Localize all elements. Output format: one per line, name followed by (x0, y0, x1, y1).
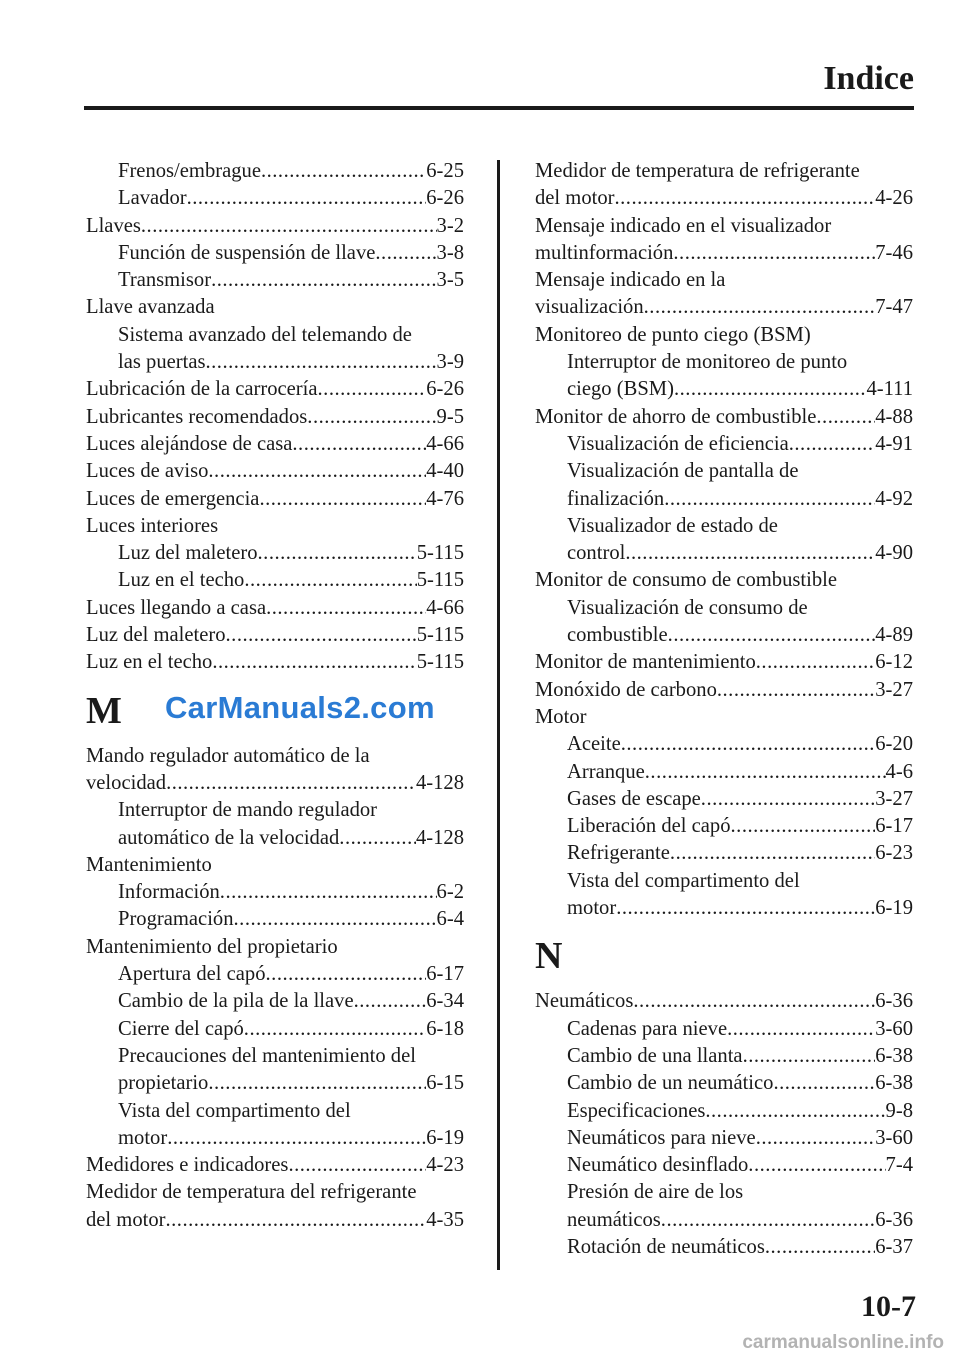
dot-leader (266, 595, 426, 622)
entry-text: Apertura del capó (118, 963, 266, 986)
index-entry (86, 934, 464, 961)
entry-text: Luz del maletero (118, 542, 258, 565)
entry-text: Monóxido de carbono (535, 678, 717, 701)
entry-text: Mensaje indicado en la (535, 269, 726, 292)
index-entry[interactable] (535, 185, 913, 212)
entry-page-ref[interactable]: 6-18 (426, 1017, 464, 1040)
dot-leader (756, 649, 875, 676)
dot-leader (208, 1070, 426, 1097)
entry-text: Frenos/embrague (118, 160, 261, 182)
entry-text: Vista del compartimento del (118, 1099, 351, 1122)
entry-text: Medidores e indicadores (86, 1154, 289, 1177)
index-subentry[interactable] (535, 731, 913, 758)
index-subentry[interactable] (535, 1125, 913, 1152)
entry-page-ref[interactable]: 6-17 (426, 963, 464, 986)
entry-text: las puertas (118, 351, 206, 374)
dot-leader (731, 813, 876, 840)
index-entry[interactable] (86, 376, 464, 403)
entry-text: automático de la velocidad (118, 826, 340, 849)
index-subentry[interactable] (535, 1070, 913, 1097)
entry-page-ref[interactable]: 6-36 (875, 1208, 913, 1231)
index-entry (86, 743, 464, 770)
index-subentry[interactable] (535, 786, 913, 813)
dot-leader (141, 213, 437, 240)
entry-page-ref[interactable]: 6-12 (875, 651, 913, 674)
index-entry (535, 322, 913, 349)
index-subentry[interactable] (86, 158, 464, 185)
entry-text: Visualización de consumo de (567, 596, 808, 619)
entry-text: Lubricantes recomendados (86, 405, 308, 428)
dot-leader (674, 376, 867, 403)
dot-leader (212, 649, 416, 676)
entry-page-ref[interactable]: 5-115 (416, 624, 464, 647)
entry-text: Medidor de temperatura del refrigerante (86, 1181, 417, 1204)
entry-text: Precauciones del mantenimiento del (118, 1044, 416, 1067)
entry-page-ref[interactable]: 3-27 (875, 678, 913, 701)
entry-text: Cambio de la pila de la llave (118, 990, 354, 1013)
dot-leader (166, 1207, 427, 1234)
dot-leader (261, 158, 426, 185)
entry-text: Luces llegando a casa (86, 596, 267, 619)
index-subentry[interactable] (86, 185, 464, 212)
dot-leader (167, 1125, 426, 1152)
dot-leader (244, 567, 416, 594)
index-subentry[interactable] (535, 1098, 913, 1125)
entry-page-ref[interactable]: 5-115 (416, 651, 464, 674)
index-entry (535, 158, 913, 185)
entry-text: Mantenimiento del propietario (86, 935, 338, 958)
entry-page-ref[interactable]: 6-37 (875, 1235, 913, 1258)
index-subentry[interactable] (86, 879, 464, 906)
index-entry[interactable] (535, 649, 913, 676)
entry-page-ref[interactable]: 9-8 (885, 1099, 913, 1122)
entry-page-ref[interactable]: 6-38 (875, 1044, 913, 1067)
index-subentry[interactable] (535, 622, 913, 649)
entry-text: Visualización de eficiencia (567, 432, 789, 455)
index-subentry[interactable] (535, 813, 913, 840)
entry-text: Programación (118, 908, 234, 931)
entry-page-ref[interactable]: 6-19 (426, 1126, 464, 1149)
entry-text: Refrigerante (567, 842, 670, 865)
dot-leader (765, 1234, 875, 1261)
index-subentry[interactable] (535, 540, 913, 567)
entry-text: Monitor de ahorro de combustible (535, 405, 817, 428)
dot-leader (288, 1152, 426, 1179)
site-watermark: carmanualsonline.info (742, 1332, 944, 1353)
index-subentry[interactable] (86, 988, 464, 1015)
dot-leader (664, 486, 875, 513)
index-subentry[interactable] (86, 240, 464, 267)
index-entry[interactable] (86, 649, 464, 676)
index-entry[interactable] (86, 431, 464, 458)
index-entry[interactable] (535, 677, 913, 704)
index-subentry (86, 797, 464, 824)
entry-text: Luces de emergencia (86, 487, 260, 510)
index-subentry (535, 868, 913, 895)
entry-text: Luz del maletero (86, 624, 226, 647)
index-subentry (535, 458, 913, 485)
dot-leader (258, 540, 417, 567)
entry-text: Luz en el techo (118, 569, 245, 592)
header-rule (84, 106, 914, 110)
dot-leader (701, 786, 875, 813)
dot-leader (208, 458, 426, 485)
entry-text: control (567, 542, 626, 565)
dot-leader (616, 895, 875, 922)
entry-page-ref[interactable]: 3-9 (436, 351, 464, 374)
watermark-logo[interactable]: CarManuals2.com (165, 690, 435, 725)
entry-text: finalización (567, 487, 665, 510)
index-subentry[interactable] (535, 1152, 913, 1179)
entry-text: Mensaje indicado en el visualizador (535, 214, 832, 237)
entry-page-ref[interactable]: 7-4 (885, 1154, 913, 1177)
entry-page-ref[interactable]: 4-90 (875, 542, 913, 565)
dot-leader (615, 185, 876, 212)
entry-page-ref[interactable]: 4-66 (426, 596, 464, 619)
entry-text: Función de suspensión de llave (118, 241, 376, 264)
entry-text: Arranque (567, 760, 645, 783)
dot-leader (717, 677, 875, 704)
index-subentry[interactable] (86, 1125, 464, 1152)
dot-leader (673, 240, 875, 267)
index-subentry[interactable] (86, 349, 464, 376)
dot-leader (375, 240, 436, 267)
entry-text: neumáticos (567, 1208, 661, 1231)
entry-page-ref[interactable]: 6-15 (426, 1072, 464, 1095)
entry-text: ciego (BSM) (567, 378, 674, 401)
entry-page-ref[interactable]: 6-4 (436, 908, 464, 931)
index-subentry[interactable] (535, 895, 913, 922)
entry-page-ref[interactable]: 4-128 (415, 826, 464, 849)
dot-leader (773, 1070, 875, 1097)
dot-leader (226, 622, 417, 649)
index-entry (86, 294, 464, 321)
entry-text: Motor (535, 705, 587, 728)
entry-page-ref[interactable]: 6-25 (426, 160, 464, 182)
entry-page-ref[interactable]: 4-89 (875, 624, 913, 647)
column-divider (497, 160, 500, 1270)
index-letter-heading: N (535, 935, 563, 978)
index-subentry[interactable] (535, 1043, 913, 1070)
entry-text: Especificaciones (567, 1099, 706, 1122)
dot-leader (211, 267, 436, 294)
entry-text: Mando regulador automático de la (86, 744, 370, 767)
index-entry (535, 567, 913, 594)
index-entry[interactable] (535, 404, 913, 431)
entry-text: Interruptor de monitoreo de punto (567, 351, 848, 374)
entry-page-ref[interactable]: 5-115 (416, 569, 464, 592)
index-subentry[interactable] (535, 376, 913, 403)
entry-page-ref[interactable]: 6-23 (875, 842, 913, 865)
index-entry[interactable] (86, 1207, 464, 1234)
entry-text: propietario (118, 1072, 209, 1095)
index-entry[interactable] (535, 240, 913, 267)
entry-text: Interruptor de mando regulador (118, 799, 378, 822)
index-entry (86, 852, 464, 879)
index-entry (86, 513, 464, 540)
entry-page-ref[interactable]: 7-47 (875, 296, 913, 319)
index-entry (535, 704, 913, 731)
entry-text: Cambio de un neumático (567, 1072, 774, 1095)
entry-text: Medidor de temperatura de refrigerante (535, 160, 860, 182)
entry-text: Cierre del capó (118, 1017, 244, 1040)
entry-page-ref[interactable]: 9-5 (436, 405, 464, 428)
entry-text: Monitoreo de punto ciego (BSM) (535, 323, 811, 346)
index-subentry (535, 349, 913, 376)
entry-text: Lavador (118, 187, 187, 210)
entry-page-ref[interactable]: 3-2 (436, 214, 464, 237)
entry-page-ref[interactable]: 6-34 (426, 990, 464, 1013)
entry-page-ref[interactable]: 4-23 (426, 1154, 464, 1177)
dot-leader (292, 431, 426, 458)
entry-text: Luces interiores (86, 514, 219, 537)
dot-leader (166, 770, 416, 797)
entry-text: motor (118, 1126, 168, 1149)
index-subentry[interactable] (535, 1234, 913, 1261)
entry-page-ref[interactable]: 4-111 (866, 378, 913, 401)
index-subentry[interactable] (535, 840, 913, 867)
dot-leader (756, 1125, 876, 1152)
index-subentry[interactable] (86, 906, 464, 933)
dot-leader (621, 731, 876, 758)
index-subentry[interactable] (86, 825, 464, 852)
entry-text: del motor (535, 187, 615, 210)
index-entry[interactable] (86, 486, 464, 513)
entry-page-ref[interactable]: 6-19 (875, 897, 913, 920)
index-subentry[interactable] (535, 759, 913, 786)
index-subentry (535, 1179, 913, 1206)
entry-page-ref[interactable]: 3-60 (875, 1017, 913, 1040)
entry-text: Vista del compartimento del (567, 869, 800, 892)
entry-text: Liberación del capó (567, 815, 731, 838)
entry-text: multinformación (535, 241, 674, 264)
index-entry[interactable] (86, 404, 464, 431)
index-entry[interactable] (86, 622, 464, 649)
entry-text: Monitor de consumo de combustible (535, 569, 837, 592)
index-column-right (535, 158, 913, 1261)
index-entry[interactable] (535, 294, 913, 321)
entry-page-ref[interactable]: 7-46 (875, 241, 913, 264)
entry-page-ref[interactable]: 4-76 (426, 487, 464, 510)
page-number: 10-7 (861, 1290, 916, 1323)
entry-page-ref[interactable]: 3-27 (875, 787, 913, 810)
entry-text: Llave avanzada (86, 296, 215, 319)
index-subentry[interactable] (535, 431, 913, 458)
entry-text: Luz en el techo (86, 651, 213, 674)
entry-text: Rotación de neumáticos (567, 1235, 765, 1258)
index-subentry[interactable] (535, 486, 913, 513)
entry-text: Luces de aviso (86, 460, 209, 483)
index-subentry (535, 595, 913, 622)
entry-page-ref[interactable]: 3-60 (875, 1126, 913, 1149)
entry-page-ref[interactable]: 4-88 (875, 405, 913, 428)
entry-text: Luces alejándose de casa (86, 432, 293, 455)
dot-leader (187, 185, 427, 212)
dot-leader (748, 1152, 885, 1179)
index-entry[interactable] (86, 213, 464, 240)
dot-leader (318, 376, 427, 403)
entry-page-ref[interactable]: 6-2 (436, 881, 464, 904)
index-subentry[interactable] (86, 267, 464, 294)
dot-leader (625, 540, 875, 567)
entry-text: Llaves (86, 214, 141, 237)
entry-page-ref[interactable]: 4-91 (875, 432, 913, 455)
dot-leader (206, 349, 437, 376)
dot-leader (354, 988, 427, 1015)
dot-leader (244, 1016, 426, 1043)
dot-leader (266, 961, 427, 988)
index-subentry[interactable] (86, 961, 464, 988)
entry-page-ref[interactable]: 5-115 (416, 542, 464, 565)
entry-text: Cadenas para nieve (567, 1017, 728, 1040)
index-entry (535, 267, 913, 294)
entry-text: Visualización de pantalla de (567, 460, 799, 483)
dot-leader (727, 1016, 875, 1043)
index-subentry[interactable] (86, 540, 464, 567)
index-subentry (535, 513, 913, 540)
entry-page-ref[interactable]: 4-92 (875, 487, 913, 510)
entry-text: Transmisor (118, 269, 212, 292)
entry-text: Neumático desinflado (567, 1154, 749, 1177)
dot-leader (259, 486, 426, 513)
dot-leader (307, 404, 436, 431)
entry-text: Presión de aire de los (567, 1181, 744, 1204)
dot-leader (668, 622, 876, 649)
entry-text: combustible (567, 624, 668, 647)
entry-page-ref[interactable]: 4-66 (426, 432, 464, 455)
entry-text: Cambio de una llanta (567, 1044, 743, 1067)
index-subentry[interactable] (535, 1016, 913, 1043)
index-subentry (86, 1098, 464, 1125)
dot-leader (670, 840, 875, 867)
dot-leader (644, 294, 876, 321)
index-subentry (86, 1043, 464, 1070)
entry-text: visualización (535, 296, 644, 319)
index-entry[interactable] (86, 595, 464, 622)
index-subentry[interactable] (86, 1016, 464, 1043)
dot-leader (220, 879, 437, 906)
dot-leader (661, 1207, 875, 1234)
entry-text: Neumáticos (535, 990, 634, 1013)
entry-page-ref[interactable]: 6-20 (875, 733, 913, 756)
entry-page-ref[interactable]: 4-26 (875, 187, 913, 210)
entry-page-ref[interactable]: 6-26 (426, 378, 464, 401)
entry-text: Aceite (567, 733, 621, 756)
index-subentry[interactable] (86, 567, 464, 594)
entry-page-ref[interactable]: 6-17 (875, 815, 913, 838)
entry-page-ref[interactable]: 4-128 (415, 771, 464, 794)
index-subentry[interactable] (86, 1070, 464, 1097)
entry-text: Sistema avanzado del telemando de (118, 323, 412, 346)
entry-page-ref[interactable]: 3-5 (436, 269, 464, 292)
dot-leader (234, 906, 437, 933)
page-title: Indice (823, 60, 914, 97)
dot-leader (743, 1043, 876, 1070)
entry-text: velocidad (86, 771, 167, 794)
dot-leader (645, 759, 886, 786)
entry-page-ref[interactable]: 6-36 (875, 990, 913, 1013)
index-subentry[interactable] (535, 1207, 913, 1234)
entry-page-ref[interactable]: 4-35 (426, 1208, 464, 1231)
index-letter-heading: M (86, 689, 122, 732)
index-subentry (86, 322, 464, 349)
dot-leader (816, 404, 875, 431)
index-entry[interactable] (86, 1152, 464, 1179)
entry-text: Mantenimiento (86, 853, 212, 876)
entry-text: Gases de escape (567, 787, 701, 810)
dot-leader (339, 825, 416, 852)
entry-text: Información (118, 881, 220, 904)
index-entry[interactable] (86, 770, 464, 797)
dot-leader (789, 431, 876, 458)
entry-page-ref[interactable]: 3-8 (436, 241, 464, 264)
entry-page-ref[interactable]: 4-40 (426, 460, 464, 483)
entry-page-ref[interactable]: 6-26 (426, 187, 464, 210)
entry-text: del motor (86, 1208, 166, 1231)
entry-text: Visualizador de estado de (567, 514, 778, 537)
entry-page-ref[interactable]: 6-38 (875, 1072, 913, 1095)
entry-text: Monitor de mantenimiento (535, 651, 756, 674)
dot-leader (633, 988, 875, 1015)
entry-text: Neumáticos para nieve (567, 1126, 756, 1149)
dot-leader (705, 1098, 885, 1125)
entry-page-ref[interactable]: 4-6 (885, 760, 913, 783)
entry-text: motor (567, 897, 617, 920)
index-entry[interactable] (86, 458, 464, 485)
index-entry (535, 213, 913, 240)
index-entry[interactable] (535, 988, 913, 1015)
index-entry (86, 1179, 464, 1206)
entry-text: Lubricación de la carrocería (86, 378, 318, 401)
